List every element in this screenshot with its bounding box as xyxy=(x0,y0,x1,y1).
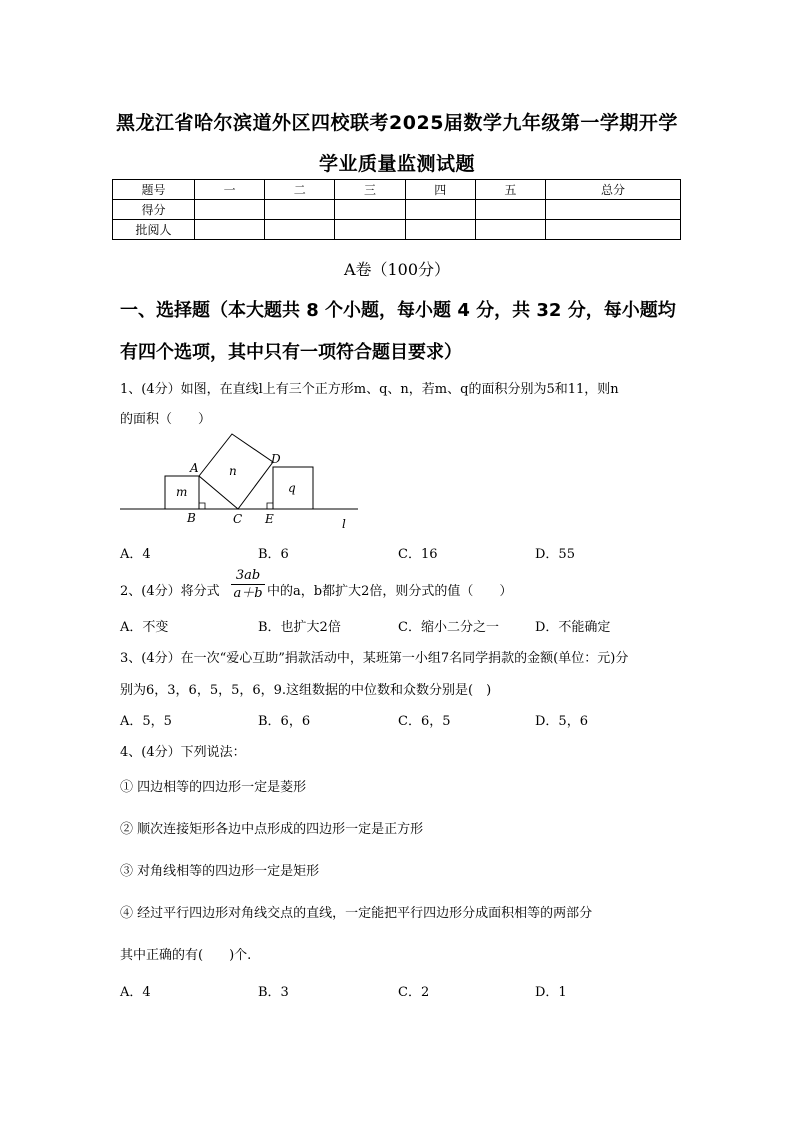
q1-option-a[interactable]: A．4 xyxy=(120,547,151,562)
grader-cell[interactable] xyxy=(546,220,681,240)
score-table-row xyxy=(113,220,681,240)
score-cell[interactable] xyxy=(546,200,681,220)
score-cell[interactable] xyxy=(265,200,335,220)
label-c: C xyxy=(233,512,243,526)
score-cell[interactable] xyxy=(405,200,475,220)
q3-option-c[interactable]: C．6，5 xyxy=(398,714,451,729)
score-table-header-row xyxy=(113,180,681,200)
grader-cell[interactable] xyxy=(335,220,405,240)
q3-option-a[interactable]: A．5，5 xyxy=(120,714,172,729)
q2-stem-suffix: 中的a，b都扩大2倍，则分式的值（ ） xyxy=(267,584,513,599)
q4-option-c[interactable]: C．2 xyxy=(398,985,430,1000)
q4-option-b[interactable]: B．3 xyxy=(258,985,289,1000)
q4-statement-2: ② 顺次连接矩形各边中点形成的四边形一定是正方形 xyxy=(120,822,424,837)
q3-option-b[interactable]: B．6，6 xyxy=(258,714,311,729)
q4-stem: 4、(4分）下列说法： xyxy=(120,745,246,760)
score-table-header: 四 xyxy=(405,180,475,200)
q3-option-d[interactable]: D．5，6 xyxy=(535,714,588,729)
q4-option-d[interactable]: D．1 xyxy=(535,985,567,1000)
q1-option-b[interactable]: B．6 xyxy=(258,547,289,562)
score-table-row xyxy=(113,200,681,220)
label-q: q xyxy=(288,481,296,495)
grader-cell[interactable] xyxy=(265,220,335,240)
volume-label: A卷（100分） xyxy=(343,260,451,279)
q1-option-d[interactable]: D．55 xyxy=(535,547,575,562)
label-m: m xyxy=(176,485,188,499)
q1-stem-line2: 的面积（ ） xyxy=(120,412,212,427)
q4-statement-4: ④ 经过平行四边形对角线交点的直线，一定能把平行四边形分成面积相等的两部分 xyxy=(120,906,593,921)
score-table-header: 三 xyxy=(335,180,405,200)
score-table-header: 五 xyxy=(475,180,545,200)
exam-title-line2: 学业质量监测试题 xyxy=(318,153,475,175)
q2-option-c[interactable]: C．缩小二分之一 xyxy=(398,620,499,635)
score-table-row-label: 得分 xyxy=(113,200,195,220)
score-table-row-label: 批阅人 xyxy=(113,220,195,240)
q2-fraction-denominator: a＋b xyxy=(233,586,263,601)
q2-option-a[interactable]: A．不变 xyxy=(120,620,169,635)
right-angle-b xyxy=(199,503,205,509)
right-angle-e xyxy=(267,503,273,509)
grader-cell[interactable] xyxy=(195,220,265,240)
q2-fraction xyxy=(231,567,265,602)
score-table-header: 总分 xyxy=(546,180,681,200)
score-table-header: 二 xyxy=(265,180,335,200)
score-table-header: 题号 xyxy=(113,180,195,200)
q1-stem-line1: 1、(4分）如图，在直线l上有三个正方形m、q、n，若m、q的面积分别为5和11，则n xyxy=(120,382,619,397)
exam-title-line1: 黑龙江省哈尔滨道外区四校联考2025届数学九年级第一学期开学 xyxy=(116,112,678,134)
score-cell[interactable] xyxy=(195,200,265,220)
score-cell[interactable] xyxy=(335,200,405,220)
q2-fraction-numerator: 3ab xyxy=(231,567,265,585)
q2-stem-prefix: 2、(4分）将分式 xyxy=(120,584,220,599)
grader-cell[interactable] xyxy=(475,220,545,240)
score-cell[interactable] xyxy=(475,200,545,220)
q4-conclusion: 其中正确的有( )个. xyxy=(120,948,252,963)
q3-stem-line2: 别为6，3，6，5，5，6，9.这组数据的中位数和众数分别是( ) xyxy=(120,683,492,698)
section-heading-line1: 一、选择题（本大题共 8 个小题，每小题 4 分，共 32 分，每小题均 xyxy=(120,300,676,321)
label-b: B xyxy=(187,511,196,525)
q4-statement-1: ① 四边相等的四边形一定是菱形 xyxy=(120,780,307,795)
grader-cell[interactable] xyxy=(405,220,475,240)
q1-squares-figure xyxy=(118,430,368,535)
label-e: E xyxy=(265,512,274,526)
label-l: l xyxy=(342,517,346,531)
label-d: D xyxy=(271,452,281,466)
q2-option-b[interactable]: B．也扩大2倍 xyxy=(258,620,341,635)
label-a: A xyxy=(190,461,199,475)
label-n: n xyxy=(229,464,237,478)
score-table-header: 一 xyxy=(195,180,265,200)
q2-option-d[interactable]: D．不能确定 xyxy=(535,620,611,635)
score-table xyxy=(112,179,681,240)
q3-stem-line1: 3、(4分）在一次“爱心互助”捐款活动中，某班第一小组7名同学捐款的金额(单位：元)分 xyxy=(120,651,629,666)
q4-statement-3: ③ 对角线相等的四边形一定是矩形 xyxy=(120,864,320,879)
section-heading-line2: 有四个选项，其中只有一项符合题目要求） xyxy=(120,342,462,363)
q4-option-a[interactable]: A．4 xyxy=(120,985,151,1000)
q1-option-c[interactable]: C．16 xyxy=(398,547,438,562)
